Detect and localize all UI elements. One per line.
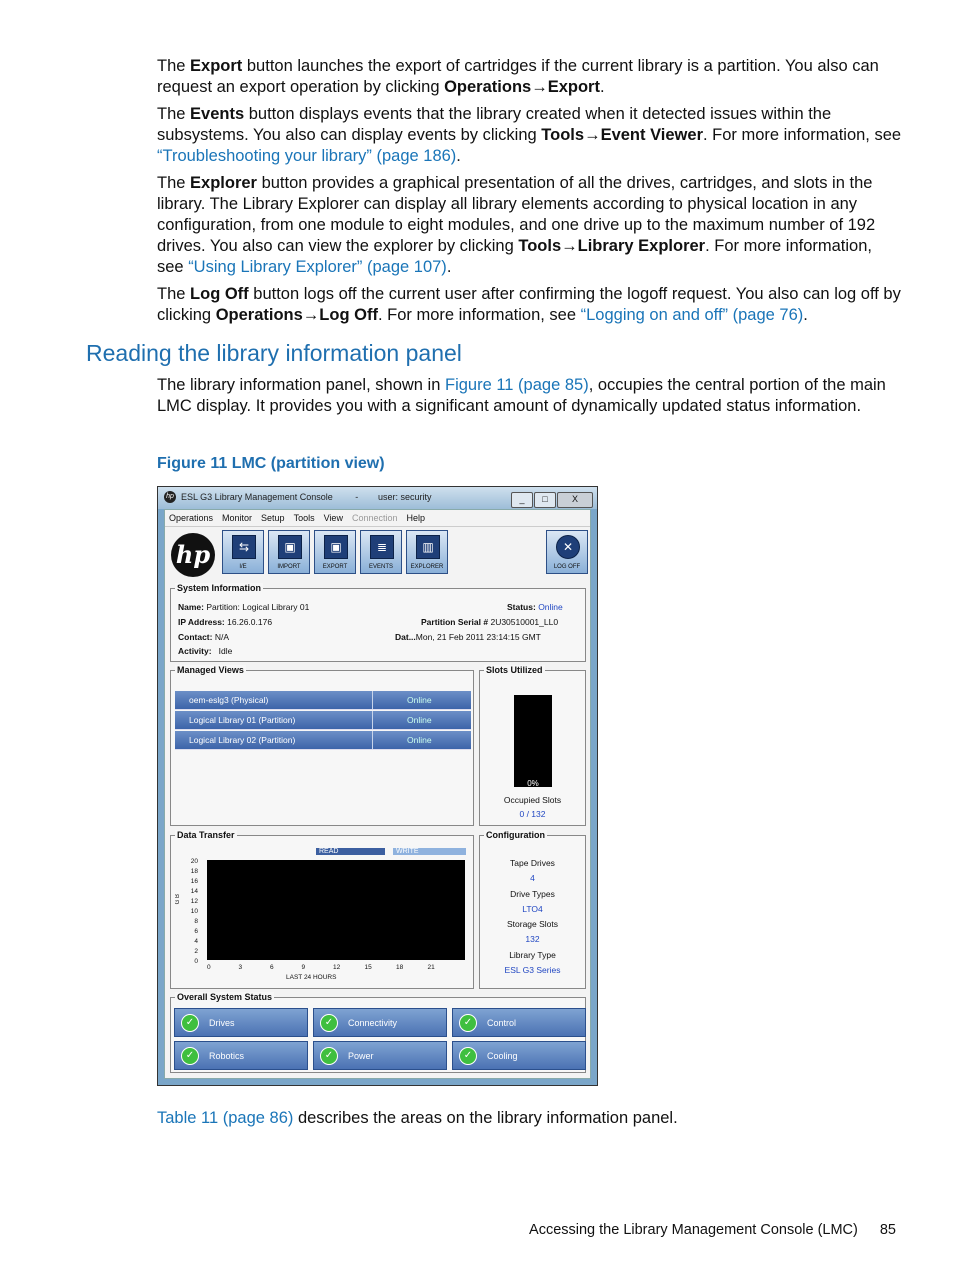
managed-views-label: Managed Views — [177, 665, 244, 675]
import-button-label: IMPORT — [277, 564, 301, 570]
export-button[interactable] — [314, 530, 356, 574]
configuration-panel — [479, 830, 586, 989]
link-logging-on-off[interactable]: “Logging on and off” (page 76) — [580, 306, 804, 324]
contact-value: N/A — [214, 632, 230, 642]
text: The — [157, 174, 191, 192]
serial-row — [421, 617, 558, 627]
section-heading: Reading the library information panel — [86, 340, 462, 366]
menu-operations[interactable]: Operations — [169, 513, 214, 523]
managed-view-name: Logical Library 02 (Partition) — [189, 735, 296, 745]
status-power-button[interactable] — [313, 1041, 447, 1070]
managed-view-status: Online — [407, 735, 432, 745]
link-figure-11[interactable]: Figure 11 (page 85) — [444, 376, 589, 394]
window-title-text: ESL G3 Library Management Console — [181, 492, 333, 502]
y-tick-label: 14 — [190, 888, 198, 895]
text: button provides a graphical presentation of all the drives, cartridges, and slots in the library. The Library Explorer can display all library elements according to physical location in any configuration, from one module to eight modules, and one drive up to the maximum number of 192 drives. You also can view the explorer by clicking — [157, 174, 876, 255]
link-table-11[interactable]: Table 11 (page 86) — [157, 1109, 294, 1127]
status-connectivity-button[interactable] — [313, 1008, 447, 1037]
status-cooling-button[interactable] — [452, 1041, 586, 1070]
managed-view-status: Online — [407, 695, 432, 705]
y-tick-label: 12 — [190, 898, 198, 905]
date-key: Dat... — [395, 632, 416, 642]
date-row — [395, 632, 541, 642]
explorer-button-label: EXPLORER — [410, 564, 444, 570]
toolbar — [165, 527, 590, 579]
text: . For more information, see — [157, 237, 872, 276]
serial-key: Partition Serial # — [421, 617, 489, 627]
lmc-client-area — [164, 509, 591, 1079]
menu-monitor[interactable]: Monitor — [222, 513, 253, 523]
import-button[interactable] — [268, 530, 310, 574]
overall-status-panel — [170, 992, 586, 1073]
config-value: 132 — [525, 934, 540, 944]
managed-view-status: Online — [407, 715, 432, 725]
name-key: Name: — [178, 602, 204, 612]
y-tick-label: 0 — [194, 958, 198, 965]
y-tick-label: 18 — [190, 868, 198, 875]
data-transfer-label: Data Transfer — [177, 830, 235, 840]
menu-connection: Connection — [351, 513, 398, 523]
y-tick-label: 2 — [194, 948, 198, 955]
configuration-label: Configuration — [486, 830, 545, 840]
text: , occupies the central portion of the main LMC display. It provides you with a significant amount of dynamically updated status information. — [157, 376, 886, 415]
text: The — [157, 285, 191, 303]
check-icon: ✓ — [181, 1047, 199, 1065]
logoff-button[interactable] — [546, 530, 588, 574]
window-controls — [510, 489, 593, 508]
term-logoff: Log Off — [190, 285, 249, 303]
y-tick-label: 16 — [190, 878, 198, 885]
ie-button[interactable] — [222, 530, 264, 574]
text: . — [446, 258, 452, 276]
legend-write: WRITE — [393, 848, 466, 855]
ie-icon: ⇆ — [232, 535, 256, 559]
status-key: Status: — [507, 602, 536, 612]
slots-utilized-label: Slots Utilized — [486, 665, 543, 675]
arrow: → — [561, 237, 578, 255]
check-icon: ✓ — [181, 1014, 199, 1032]
y-tick-label: 10 — [190, 908, 198, 915]
ip-key: IP Address: — [178, 617, 225, 627]
arrow: → — [302, 306, 320, 324]
slots-percent: 0% — [527, 779, 539, 788]
current-user: user: security — [378, 492, 432, 502]
text: The library information panel, shown in — [157, 376, 445, 394]
managed-view-name: oem-eslg3 (Physical) — [189, 695, 269, 705]
lmc-window — [157, 486, 598, 1086]
menu-path: Export — [547, 78, 600, 96]
transfer-plot — [207, 860, 465, 960]
events-icon: ≣ — [370, 535, 394, 559]
x-tick-label: 15 — [364, 964, 372, 971]
arrow: → — [584, 126, 601, 144]
page-number: 85 — [879, 1222, 896, 1238]
x-tick-label: 21 — [427, 964, 435, 971]
config-value: ESL G3 Series — [504, 965, 561, 975]
text: button displays events that the library created when it detected issues within the subsystems. You also can display events by clicking — [157, 105, 832, 144]
link-troubleshooting[interactable]: “Troubleshooting your library” (page 186) — [157, 147, 457, 165]
activity-value: Idle — [218, 646, 233, 656]
managed-view-name: Logical Library 01 (Partition) — [189, 715, 296, 725]
text: . For more information, see — [703, 126, 902, 144]
slots-utilization-bar — [514, 695, 552, 787]
menu-path: Tools — [541, 126, 585, 144]
config-key: Drive Types — [510, 889, 555, 899]
managed-view-row[interactable] — [175, 691, 471, 710]
maximize-button[interactable]: □ — [534, 492, 556, 508]
window-title — [181, 492, 358, 502]
hp-app-icon: hp — [164, 491, 176, 503]
menu-path: Operations — [444, 78, 532, 96]
paragraph-export — [157, 56, 902, 98]
export-icon: ▣ — [324, 535, 348, 559]
text: The — [157, 57, 191, 75]
export-button-label: EXPORT — [322, 564, 348, 570]
name-value: Partition: Logical Library 01 — [206, 602, 310, 612]
x-tick-label: 12 — [333, 964, 341, 971]
minimize-button[interactable]: _ — [511, 492, 533, 508]
x-tick-label: 9 — [301, 964, 306, 971]
x-tick-label: 18 — [396, 964, 404, 971]
menu-path: Log Off — [319, 306, 378, 324]
menu-path: Operations — [215, 306, 303, 324]
occupied-slots-label: Occupied Slots — [503, 795, 562, 805]
menu-setup[interactable]: Setup — [261, 513, 285, 523]
y-tick-label: 8 — [194, 918, 198, 925]
menu-path: Library Explorer — [577, 237, 706, 255]
ie-button-label: I/E — [239, 564, 247, 570]
close-button[interactable]: X — [557, 492, 593, 508]
text: . — [803, 306, 808, 324]
paragraph-events — [157, 104, 902, 167]
text: . — [456, 147, 461, 165]
contact-row — [178, 632, 229, 642]
config-key: Storage Slots — [506, 919, 559, 929]
x-tick-label: 0 — [207, 964, 211, 971]
footer-title: Accessing the Library Management Console (LMC) — [529, 1222, 858, 1238]
term-events: Events — [190, 105, 245, 123]
status-control-button[interactable] — [452, 1008, 586, 1037]
menu-view[interactable]: View — [323, 513, 343, 523]
menu-tools[interactable]: Tools — [293, 513, 315, 523]
status-label: Robotics — [209, 1051, 245, 1061]
logoff-button-label: LOG OFF — [553, 564, 581, 570]
config-value: 4 — [530, 873, 535, 883]
menu-help[interactable]: Help — [406, 513, 426, 523]
status-label: Cooling — [487, 1051, 518, 1061]
explorer-button[interactable] — [406, 530, 448, 574]
title-bar[interactable] — [158, 487, 597, 509]
text: . For more information, see — [377, 306, 581, 324]
hp-logo: hp — [171, 533, 215, 577]
activity-row — [178, 646, 232, 656]
check-icon: ✓ — [320, 1014, 338, 1032]
menu-path: Event Viewer — [600, 126, 703, 144]
import-icon: ▣ — [278, 535, 302, 559]
contact-key: Contact: — [178, 632, 213, 642]
check-icon: ✓ — [459, 1014, 477, 1032]
name-row — [178, 602, 309, 612]
status-value: Online — [538, 602, 563, 612]
title-separator: - — [355, 492, 359, 502]
paragraph-table-ref — [157, 1108, 678, 1129]
ip-row — [178, 617, 272, 627]
menu-path: Tools — [518, 237, 562, 255]
y-axis-label: G B — [175, 894, 181, 905]
status-row — [507, 602, 563, 612]
y-tick-label: 6 — [194, 928, 198, 935]
status-label: Power — [348, 1051, 374, 1061]
menu-bar — [165, 510, 590, 527]
x-axis-label: LAST 24 HOURS — [286, 974, 337, 981]
figure-caption: Figure 11 LMC (partition view) — [157, 455, 385, 472]
term-export: Export — [190, 57, 243, 75]
config-key: Tape Drives — [510, 858, 555, 868]
y-tick-label: 4 — [194, 938, 198, 945]
status-drives-button[interactable] — [174, 1008, 308, 1037]
x-tick-label: 6 — [270, 964, 274, 971]
link-library-explorer[interactable]: “Using Library Explorer” (page 107) — [188, 258, 447, 276]
system-information-label: System Information — [177, 583, 262, 593]
system-information-panel — [170, 583, 586, 662]
paragraph-logoff — [157, 284, 902, 326]
text: . — [599, 78, 605, 96]
status-label: Control — [487, 1018, 517, 1028]
explorer-icon: ▥ — [416, 535, 440, 559]
text: describes the areas on the library information panel. — [293, 1109, 678, 1127]
page-footer — [529, 1222, 896, 1238]
check-icon: ✓ — [459, 1047, 477, 1065]
date-value: Mon, 21 Feb 2011 23:14:15 GMT — [415, 632, 541, 642]
config-value: LTO4 — [522, 904, 543, 914]
y-tick-label: 20 — [190, 858, 198, 865]
overall-status-label: Overall System Status — [177, 992, 273, 1002]
data-transfer-panel — [170, 830, 474, 989]
logoff-icon: ✕ — [556, 535, 580, 559]
legend-read: READ — [316, 848, 385, 855]
occupied-slots-value: 0 / 132 — [519, 809, 546, 819]
ip-value: 16.26.0.176 — [227, 617, 273, 627]
arrow: → — [531, 78, 548, 96]
managed-view-row[interactable] — [175, 731, 471, 750]
text: The — [157, 105, 191, 123]
check-icon: ✓ — [320, 1047, 338, 1065]
activity-key: Activity: — [178, 646, 212, 656]
paragraph-explorer — [157, 173, 902, 278]
text: button logs off the current user after confirming the logoff request. You also can log off by clicking — [157, 285, 901, 324]
x-tick-label: 3 — [238, 964, 243, 971]
status-label: Drives — [209, 1018, 235, 1028]
status-label: Connectivity — [348, 1018, 398, 1028]
managed-views-panel — [170, 665, 474, 826]
managed-view-row[interactable] — [175, 711, 471, 730]
events-button-label: EVENTS — [368, 564, 393, 570]
status-robotics-button[interactable] — [174, 1041, 308, 1070]
events-button[interactable] — [360, 530, 402, 574]
slots-utilized-panel — [479, 665, 586, 826]
config-key: Library Type — [509, 950, 556, 960]
serial-value: 2U30510001_LL0 — [490, 617, 559, 627]
text: button launches the export of cartridges if the current library is a partition. You also can request an export operation by clicking — [157, 57, 879, 96]
term-explorer: Explorer — [190, 174, 257, 192]
paragraph-panel — [157, 375, 902, 417]
